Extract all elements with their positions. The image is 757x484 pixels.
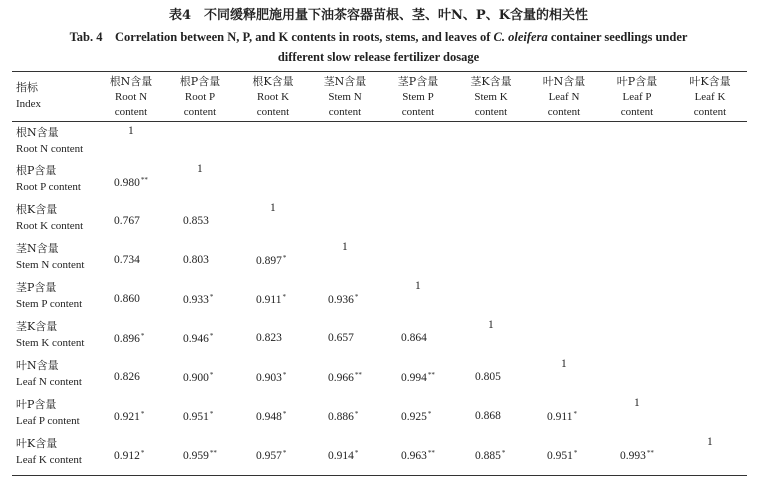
column-header-en: content: [401, 106, 435, 118]
row-label: [16, 163, 81, 195]
correlation-cell: [128, 125, 134, 137]
correlation-value: 0.897: [256, 255, 282, 267]
significance-mark: *: [282, 449, 287, 457]
correlation-value: 1: [128, 125, 134, 137]
significance-mark: **: [209, 449, 217, 457]
column-header-en: Leaf P: [622, 90, 652, 103]
correlation-value: 0.921: [114, 411, 140, 423]
row-label-en: Root K content: [16, 220, 84, 232]
column-header-en: content: [620, 106, 654, 118]
correlation-cell: [401, 449, 435, 462]
column-header: [601, 74, 673, 121]
correlation-value: 0.853: [183, 215, 209, 227]
table-header-rule: [12, 121, 747, 122]
correlation-cell: [256, 371, 286, 384]
significance-mark: *: [209, 371, 214, 379]
column-header-en: Leaf N: [548, 90, 580, 103]
index-header-en: Index: [16, 98, 42, 110]
correlation-value: 0.957: [256, 450, 282, 462]
correlation-value: 0.946: [183, 333, 209, 345]
column-header: [95, 74, 167, 121]
row-label: [16, 202, 83, 234]
significance-mark: *: [282, 254, 287, 262]
column-header-en: Stem P: [402, 90, 434, 103]
correlation-value: 0.951: [547, 450, 573, 462]
significance-mark: *: [354, 293, 359, 301]
correlation-value: 0.885: [475, 450, 501, 462]
column-header-cn: 茎P含量: [397, 75, 439, 88]
significance-mark: **: [646, 449, 654, 457]
index-header: [16, 80, 41, 112]
column-header-cn: 茎N含量: [323, 75, 367, 88]
column-header-en: content: [474, 106, 508, 118]
correlation-cell: [328, 410, 358, 423]
column-header-cn: 根P含量: [179, 75, 221, 88]
significance-mark: *: [209, 293, 214, 301]
column-header: [237, 74, 309, 121]
significance-mark: *: [209, 410, 214, 418]
correlation-cell: [401, 332, 427, 344]
column-header-cn: 叶K含量: [689, 75, 731, 88]
correlation-cell: [342, 241, 348, 253]
row-label-cn: 茎P含量: [16, 281, 57, 294]
correlation-value: 0.980: [114, 177, 140, 189]
correlation-value: 0.951: [183, 411, 209, 423]
correlation-cell: [475, 449, 505, 462]
column-header-en: Leaf K: [694, 90, 726, 103]
column-header-en: content: [183, 106, 217, 118]
correlation-cell: [256, 449, 286, 462]
column-header-en: content: [328, 106, 362, 118]
correlation-value: 0.933: [183, 294, 209, 306]
significance-mark: *: [501, 449, 506, 457]
significance-mark: *: [282, 293, 286, 301]
row-label-en: Stem N content: [16, 259, 85, 271]
correlation-value: 0.803: [183, 254, 209, 266]
correlation-cell: [328, 371, 362, 384]
column-header-en: content: [693, 106, 727, 118]
row-label-cn: 叶N含量: [16, 359, 59, 372]
correlation-cell: [561, 358, 567, 370]
significance-mark: *: [282, 371, 287, 379]
correlation-cell: [197, 163, 203, 175]
caption-en-prefix: Tab. 4 Correlation between N, P, and K contents in roots, stems, and leaves of: [69, 30, 494, 44]
correlation-cell: [475, 410, 501, 422]
correlation-cell: [114, 215, 140, 227]
column-header-en: content: [547, 106, 581, 118]
correlation-cell: [183, 254, 209, 266]
significance-mark: *: [140, 449, 145, 457]
column-header-en: Root P: [184, 90, 216, 103]
column-header-en: content: [114, 106, 148, 118]
significance-mark: *: [427, 410, 432, 418]
correlation-value: 0.734: [114, 254, 140, 266]
correlation-cell: [114, 293, 140, 305]
correlation-cell: [256, 332, 282, 344]
correlation-value: 0.868: [475, 410, 501, 422]
correlation-value: 0.911: [547, 411, 573, 423]
correlation-cell: [328, 449, 358, 462]
row-label-cn: 茎K含量: [16, 320, 58, 333]
row-label: [16, 397, 80, 429]
correlation-cell: [114, 449, 144, 462]
correlation-cell: [114, 254, 140, 266]
correlation-cell: [634, 397, 640, 409]
significance-mark: *: [209, 332, 214, 340]
correlation-value: 1: [342, 241, 348, 253]
significance-mark: **: [140, 176, 148, 184]
correlation-value: 0.948: [256, 411, 282, 423]
caption-en-line2: different slow release fertilizer dosage: [277, 50, 480, 64]
correlation-cell: [183, 293, 213, 306]
column-header-en: Root N: [114, 90, 148, 103]
significance-mark: *: [354, 449, 359, 457]
row-label-cn: 叶K含量: [16, 437, 58, 450]
correlation-value: 0.993: [620, 450, 646, 462]
column-header-en: Root K: [256, 90, 290, 103]
significance-mark: **: [354, 371, 362, 379]
column-header: [528, 74, 600, 121]
correlation-value: 0.914: [328, 450, 354, 462]
correlation-cell: [256, 410, 286, 423]
column-header-cn: 根N含量: [109, 75, 153, 88]
correlation-value: 0.963: [401, 450, 427, 462]
correlation-cell: [114, 176, 148, 189]
correlation-value: 0.886: [328, 411, 354, 423]
column-header-cn: 叶P含量: [616, 75, 658, 88]
correlation-cell: [183, 215, 209, 227]
correlation-cell: [114, 332, 144, 345]
correlation-cell: [475, 371, 501, 383]
row-label-en: Root N content: [16, 143, 84, 155]
correlation-value: 0.925: [401, 411, 427, 423]
row-label-en: Leaf P content: [16, 415, 80, 427]
index-header-cn: 指标: [16, 81, 38, 94]
correlation-value: 1: [561, 358, 567, 370]
column-header-cn: 茎K含量: [470, 75, 512, 88]
correlation-value: 0.805: [475, 371, 501, 383]
table-caption-cn: 表4 不同缓释肥施用量下油茶容器苗根、茎、叶N、P、K含量的相关性: [168, 8, 588, 23]
correlation-value: 0.767: [114, 215, 140, 227]
correlation-cell: [114, 410, 144, 423]
significance-mark: *: [573, 449, 578, 457]
correlation-value: 0.903: [256, 372, 282, 384]
row-label-cn: 根K含量: [16, 203, 58, 216]
row-label-cn: 根P含量: [16, 164, 57, 177]
correlation-cell: [547, 449, 577, 462]
correlation-cell: [401, 410, 431, 423]
table-caption-en: [0, 27, 757, 67]
column-header: [674, 74, 746, 121]
correlation-cell: [256, 254, 286, 267]
correlation-cell: [183, 449, 217, 462]
column-header-cn: 根K含量: [252, 75, 294, 88]
row-label-cn: 根N含量: [16, 126, 59, 139]
correlation-value: 0.912: [114, 450, 140, 462]
correlation-cell: [620, 449, 654, 462]
correlation-cell: [114, 371, 140, 383]
correlation-cell: [488, 319, 494, 331]
caption-en-suffix: container seedlings under: [547, 30, 688, 44]
correlation-cell: [707, 436, 713, 448]
correlation-cell: [328, 332, 354, 344]
correlation-value: 0.823: [256, 332, 282, 344]
correlation-value: 0.994: [401, 372, 427, 384]
row-label-en: Stem P content: [16, 298, 83, 310]
correlation-value: 0.860: [114, 293, 140, 305]
correlation-value: 1: [634, 397, 640, 409]
column-header-cn: 叶N含量: [542, 75, 586, 88]
row-label: [16, 436, 82, 468]
significance-mark: *: [573, 410, 577, 418]
row-label: [16, 125, 83, 157]
row-label: [16, 319, 84, 351]
row-label-en: Stem K content: [16, 337, 85, 349]
significance-mark: *: [282, 410, 287, 418]
correlation-cell: [183, 410, 213, 423]
caption-en-species: C. oleifera: [493, 30, 548, 44]
column-header: [455, 74, 527, 121]
column-header-en: Stem N: [328, 90, 362, 103]
significance-mark: *: [140, 410, 145, 418]
row-label-en: Leaf N content: [16, 376, 82, 388]
correlation-value: 1: [415, 280, 421, 292]
significance-mark: **: [427, 449, 435, 457]
table-top-rule: [12, 71, 747, 72]
table-bottom-rule: [12, 475, 747, 476]
correlation-value: 0.896: [114, 333, 140, 345]
row-label-en: Leaf K content: [16, 454, 82, 466]
correlation-value: 0.900: [183, 372, 209, 384]
significance-mark: **: [427, 371, 435, 379]
correlation-value: 0.959: [183, 450, 209, 462]
correlation-cell: [183, 371, 213, 384]
row-label-cn: 叶P含量: [16, 398, 57, 411]
correlation-cell: [270, 202, 276, 214]
column-header: [382, 74, 454, 121]
correlation-value: 0.826: [114, 371, 140, 383]
correlation-cell: [183, 332, 213, 345]
correlation-cell: [415, 280, 421, 292]
correlation-value: 1: [488, 319, 494, 331]
correlation-value: 0.911: [256, 294, 282, 306]
correlation-value: 0.657: [328, 332, 354, 344]
correlation-value: 1: [270, 202, 276, 214]
correlation-value: 1: [707, 436, 713, 448]
correlation-cell: [547, 410, 577, 423]
correlation-value: 0.936: [328, 294, 354, 306]
row-label: [16, 280, 82, 312]
row-label-en: Root P content: [16, 181, 81, 193]
correlation-value: 0.864: [401, 332, 427, 344]
column-header: [164, 74, 236, 121]
row-label-cn: 茎N含量: [16, 242, 59, 255]
significance-mark: *: [140, 332, 145, 340]
correlation-value: 1: [197, 163, 203, 175]
column-header: [309, 74, 381, 121]
row-label: [16, 241, 84, 273]
significance-mark: *: [354, 410, 359, 418]
column-header-en: Stem K: [474, 90, 508, 103]
row-label: [16, 358, 82, 390]
correlation-cell: [328, 293, 358, 306]
correlation-cell: [401, 371, 435, 384]
column-header-en: content: [256, 106, 290, 118]
correlation-cell: [256, 293, 286, 306]
correlation-value: 0.966: [328, 372, 354, 384]
